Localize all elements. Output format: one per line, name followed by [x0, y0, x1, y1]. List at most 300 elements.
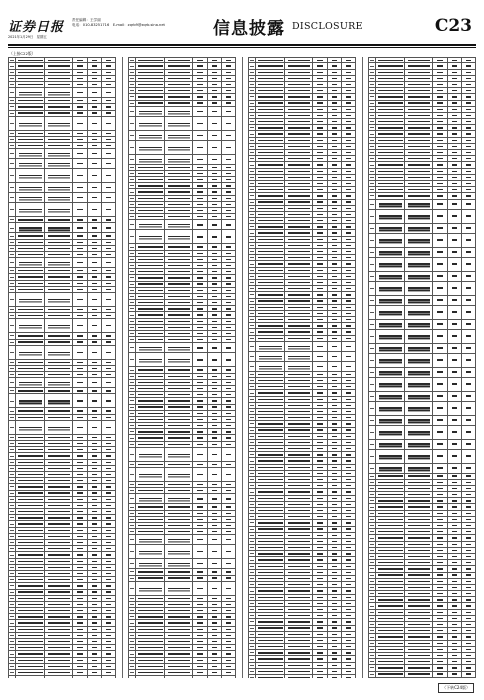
cell-text	[106, 197, 112, 198]
cell-text	[317, 195, 323, 196]
cell-text	[10, 362, 14, 363]
cell-text	[332, 115, 338, 116]
cell-text	[130, 641, 134, 642]
cell-text	[258, 257, 284, 258]
cell-text	[408, 347, 429, 348]
cell-text	[258, 578, 284, 579]
cell-text	[10, 254, 14, 255]
table-cell	[9, 116, 16, 130]
cell-text	[288, 603, 311, 604]
cell-text	[92, 382, 98, 383]
cell-text	[466, 78, 472, 79]
cell-text	[408, 140, 431, 141]
cell-text	[437, 263, 443, 264]
cell-text	[332, 374, 338, 375]
table-row	[129, 535, 236, 545]
cell-text	[346, 572, 352, 573]
cell-text	[317, 65, 323, 66]
cell-text	[370, 140, 374, 141]
cell-text	[346, 417, 352, 418]
cell-text	[92, 299, 98, 300]
cell-text	[250, 603, 254, 604]
cell-text	[226, 413, 232, 414]
cell-text	[92, 262, 98, 263]
table-cell	[136, 140, 165, 154]
cell-text	[226, 464, 232, 465]
cell-text	[212, 413, 218, 414]
cell-text	[317, 270, 323, 271]
cell-text	[250, 485, 254, 486]
cell-text	[317, 263, 323, 264]
cell-text	[197, 474, 203, 475]
cell-text	[437, 251, 443, 252]
cell-text	[317, 201, 323, 202]
cell-text	[212, 431, 218, 432]
cell-text	[250, 541, 254, 542]
cell-text	[288, 627, 311, 628]
cell-text	[130, 551, 134, 552]
cell-text	[168, 454, 189, 455]
cell-text	[10, 427, 14, 428]
cell-text	[226, 210, 232, 211]
table-row	[129, 676, 236, 678]
cell-text	[258, 516, 284, 517]
cell-text	[346, 307, 352, 308]
cell-text	[346, 467, 352, 468]
cell-text	[258, 528, 284, 529]
cell-text	[288, 331, 311, 332]
cell-text	[452, 189, 458, 190]
cell-text	[370, 276, 374, 277]
cell-text	[138, 400, 164, 401]
cell-text	[138, 425, 164, 426]
table-cell	[462, 223, 476, 233]
table-cell	[462, 463, 476, 473]
cell-text	[226, 359, 232, 360]
cell-text	[370, 264, 374, 265]
cell-text	[10, 309, 14, 310]
cell-text	[226, 394, 232, 395]
table-cell	[433, 295, 448, 305]
cell-text	[288, 121, 311, 122]
cell-text	[48, 542, 71, 543]
cell-text	[18, 139, 44, 140]
cell-text	[197, 283, 203, 284]
table-cell	[448, 391, 462, 401]
table-cell	[376, 329, 405, 343]
cell-text	[106, 629, 112, 630]
cell-text	[48, 65, 71, 66]
cell-text	[138, 253, 164, 254]
cell-text	[19, 153, 41, 154]
cell-text	[437, 152, 443, 153]
table-cell	[193, 545, 208, 559]
cell-text	[92, 197, 98, 198]
cell-text	[452, 140, 458, 141]
cell-text	[370, 189, 374, 190]
cell-text	[379, 371, 401, 372]
cell-text	[168, 185, 191, 186]
section-title-en: DISCLOSURE	[292, 21, 363, 32]
cell-text	[317, 399, 323, 400]
cell-text	[332, 78, 338, 79]
cell-text	[138, 490, 164, 491]
table-cell	[129, 106, 136, 116]
cell-text	[346, 189, 352, 190]
cell-text	[48, 591, 71, 592]
cell-text	[106, 653, 112, 654]
cell-text	[346, 479, 352, 480]
cell-text	[250, 448, 254, 449]
cell-text	[466, 263, 472, 264]
cell-text	[92, 341, 98, 342]
cell-text	[92, 629, 98, 630]
cell-text	[226, 641, 232, 642]
cell-text	[346, 146, 352, 147]
cell-text	[346, 208, 352, 209]
cell-text	[346, 590, 352, 591]
table-cell	[405, 257, 433, 271]
cell-text	[48, 554, 71, 555]
cell-text	[379, 419, 401, 420]
cell-text	[19, 352, 41, 353]
cell-text	[77, 511, 83, 512]
cell-text	[250, 301, 254, 302]
cell-text	[197, 604, 203, 605]
cell-text	[130, 425, 134, 426]
cell-text	[197, 437, 203, 438]
cell-text	[139, 159, 161, 160]
cell-text	[437, 407, 443, 408]
cell-text	[250, 628, 254, 629]
cell-text	[10, 598, 14, 599]
cell-text	[288, 392, 311, 393]
cell-text	[452, 239, 458, 240]
table-row	[369, 377, 476, 391]
table-cell	[45, 88, 73, 98]
cell-text	[197, 577, 203, 578]
cell-text	[258, 671, 284, 672]
cell-text	[346, 634, 352, 635]
cell-text	[452, 152, 458, 153]
table-cell	[136, 343, 165, 353]
cell-text	[332, 72, 338, 73]
cell-text	[332, 652, 338, 653]
cell-text	[378, 102, 404, 103]
cell-text	[130, 588, 134, 589]
cell-text	[346, 386, 352, 387]
cell-text	[466, 251, 472, 252]
cell-text	[106, 299, 112, 300]
cell-text	[77, 579, 83, 580]
cell-text	[332, 677, 338, 678]
cell-text	[332, 671, 338, 672]
cell-text	[250, 621, 254, 622]
cell-text	[317, 90, 323, 91]
cell-text	[212, 236, 218, 237]
cell-text	[346, 491, 352, 492]
cell-text	[317, 386, 323, 387]
cell-text	[258, 609, 284, 610]
cell-text	[408, 443, 429, 444]
table-cell	[9, 203, 16, 217]
table-row	[369, 199, 476, 209]
cell-text	[92, 567, 98, 568]
cell-text	[168, 474, 189, 475]
cell-text	[212, 147, 218, 148]
cell-text	[18, 486, 44, 487]
cell-text	[317, 498, 323, 499]
cell-text	[317, 208, 323, 209]
cell-text	[317, 621, 323, 622]
cell-text	[452, 419, 458, 420]
table-cell	[208, 545, 222, 559]
cell-text	[332, 485, 338, 486]
cell-text	[437, 275, 443, 276]
cell-text	[18, 335, 44, 336]
cell-text	[226, 72, 232, 73]
cell-text	[258, 189, 284, 190]
table-cell	[88, 203, 102, 217]
cell-text	[10, 530, 14, 531]
cell-text	[250, 220, 254, 221]
cell-text	[168, 513, 191, 514]
cell-text	[250, 547, 254, 548]
table-cell	[376, 223, 405, 233]
cell-text	[48, 197, 69, 198]
table-column-4	[368, 57, 476, 678]
cell-text	[288, 270, 311, 271]
cell-text	[258, 399, 284, 400]
cell-text	[197, 588, 203, 589]
cell-text	[18, 60, 44, 61]
cell-text	[258, 634, 284, 635]
cell-text	[250, 454, 254, 455]
cell-text	[466, 431, 472, 432]
cell-text	[317, 356, 323, 357]
table-cell	[88, 394, 102, 408]
table-cell	[369, 233, 376, 247]
cell-text	[379, 395, 401, 396]
cell-text	[212, 474, 218, 475]
table-cell	[405, 247, 433, 257]
cell-text	[19, 123, 41, 124]
cell-text	[370, 444, 374, 445]
table-cell	[136, 494, 165, 504]
cell-text	[317, 479, 323, 480]
cell-text	[346, 331, 352, 332]
cell-text	[346, 257, 352, 258]
table-cell	[136, 535, 165, 545]
table-cell	[405, 295, 433, 305]
cell-text	[250, 652, 254, 653]
cell-text	[452, 383, 458, 384]
cell-text	[346, 553, 352, 554]
cell-text	[48, 474, 71, 475]
cell-text	[139, 454, 161, 455]
cell-text	[258, 232, 284, 233]
table-cell	[16, 193, 45, 203]
table-cell	[376, 209, 405, 223]
cell-text	[370, 456, 374, 457]
cell-text	[138, 283, 164, 284]
cell-text	[452, 158, 458, 159]
table-row	[129, 353, 236, 367]
cell-text	[408, 158, 431, 159]
cell-text	[317, 232, 323, 233]
cell-text	[197, 173, 203, 174]
cell-text	[106, 492, 112, 493]
table-cell	[285, 675, 313, 678]
cell-text	[212, 185, 218, 186]
cell-text	[408, 102, 431, 103]
cell-text	[452, 359, 458, 360]
table-row	[369, 449, 476, 463]
cell-text	[18, 374, 44, 375]
cell-text	[258, 282, 284, 283]
cell-text	[452, 96, 458, 97]
table-cell	[73, 345, 88, 359]
cell-text	[168, 198, 191, 199]
cell-text	[408, 203, 429, 204]
cell-text	[258, 171, 284, 172]
table-row	[9, 183, 116, 193]
cell-text	[370, 96, 374, 97]
cell-text	[258, 331, 284, 332]
cell-text	[258, 288, 284, 289]
cell-text	[10, 123, 14, 124]
table-cell	[73, 116, 88, 130]
cell-text	[408, 239, 429, 240]
table-cell	[136, 230, 165, 244]
cell-text	[130, 224, 134, 225]
cell-text	[437, 227, 443, 228]
cell-text	[437, 60, 443, 61]
cell-text	[130, 660, 134, 661]
cell-text	[226, 506, 232, 507]
cell-text	[18, 468, 44, 469]
cell-text	[317, 417, 323, 418]
cell-text	[106, 368, 112, 369]
cell-text	[10, 401, 14, 402]
cell-text	[317, 566, 323, 567]
cell-text	[168, 204, 191, 205]
cell-text	[226, 84, 232, 85]
cell-text	[346, 90, 352, 91]
cell-text	[332, 282, 338, 283]
cell-text	[288, 535, 311, 536]
table-cell	[448, 367, 462, 377]
cell-text	[130, 610, 134, 611]
cell-text	[250, 208, 254, 209]
cell-text	[317, 584, 323, 585]
table-cell	[328, 361, 342, 371]
cell-text	[258, 566, 284, 567]
cell-text	[250, 270, 254, 271]
cell-text	[212, 672, 218, 673]
cell-text	[18, 254, 44, 255]
cell-text	[332, 436, 338, 437]
cell-text	[437, 215, 443, 216]
cell-text	[48, 635, 71, 636]
cell-text	[288, 195, 311, 196]
table-row	[9, 258, 116, 268]
cell-text	[452, 335, 458, 336]
cell-text	[288, 522, 311, 523]
page-number: C23	[434, 16, 472, 36]
cell-text	[437, 431, 443, 432]
cell-text	[106, 270, 112, 271]
cell-text	[48, 315, 71, 316]
cell-text	[250, 677, 254, 678]
table-cell	[165, 559, 193, 569]
cell-text	[317, 109, 323, 110]
cell-text	[10, 654, 14, 655]
cell-text	[332, 460, 338, 461]
cell-text	[346, 665, 352, 666]
cell-text	[18, 610, 44, 611]
cell-text	[466, 419, 472, 420]
cell-text	[408, 115, 431, 116]
cell-text	[452, 475, 458, 476]
cell-text	[92, 474, 98, 475]
cell-text	[288, 547, 311, 548]
cell-text	[197, 191, 203, 192]
table-row	[369, 401, 476, 415]
cell-text	[346, 65, 352, 66]
cell-text	[258, 239, 284, 240]
cell-text	[92, 276, 98, 277]
cell-text	[19, 209, 41, 210]
cell-text	[332, 578, 338, 579]
cell-text	[378, 189, 404, 190]
cell-text	[168, 224, 189, 225]
cell-text	[346, 541, 352, 542]
table-cell	[165, 343, 193, 353]
cell-text	[452, 311, 458, 312]
cell-text	[18, 579, 44, 580]
cell-text	[317, 164, 323, 165]
table-cell	[88, 420, 102, 434]
cell-text	[288, 634, 311, 635]
table-cell	[222, 468, 236, 482]
cell-text	[452, 371, 458, 372]
cell-text	[212, 382, 218, 383]
cell-text	[370, 115, 374, 116]
cell-text	[212, 490, 218, 491]
cell-text	[226, 588, 232, 589]
cell-text	[332, 423, 338, 424]
cell-text	[197, 321, 203, 322]
table-cell	[208, 140, 222, 154]
table-cell	[369, 319, 376, 329]
cell-text	[212, 339, 218, 340]
cell-text	[226, 253, 232, 254]
cell-text	[437, 171, 443, 172]
disclosure-table	[368, 57, 476, 678]
cell-text	[288, 615, 311, 616]
cell-text	[138, 394, 164, 395]
table-cell	[405, 353, 433, 367]
cell-text	[452, 127, 458, 128]
cell-text	[197, 525, 203, 526]
cell-text	[288, 553, 311, 554]
cell-text	[168, 308, 191, 309]
cell-text	[379, 323, 401, 324]
cell-text	[168, 259, 191, 260]
cell-text	[168, 369, 191, 370]
table-row	[9, 203, 116, 217]
